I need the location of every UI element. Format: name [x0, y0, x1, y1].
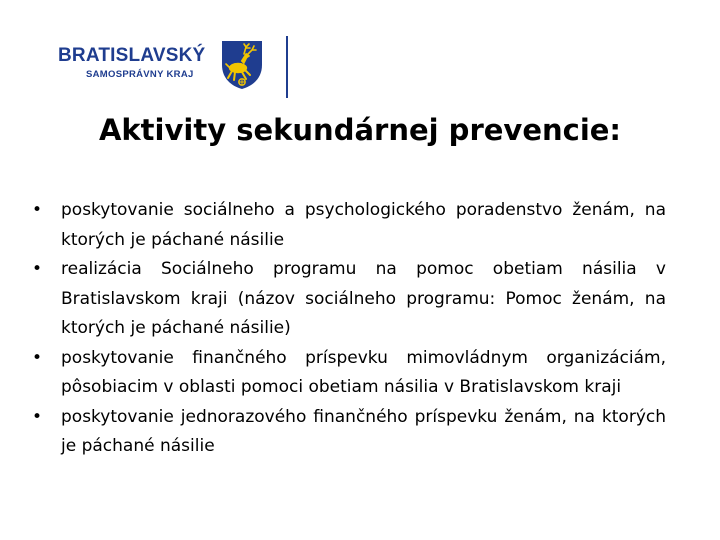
- logo: [58, 36, 298, 98]
- bullet-item: [32, 403, 666, 462]
- bullet-dot-icon: •: [32, 347, 43, 368]
- bullet-item: [32, 196, 666, 255]
- stag-crest-icon: [219, 39, 265, 91]
- logo-divider: [286, 36, 288, 98]
- bullet-item: [32, 344, 666, 403]
- logo-name-line2: SAMOSPRÁVNY KRAJ: [86, 69, 194, 80]
- bullet-text: realizácia Sociálneho programu na pomoc obetiam násilia v Bratislavskom kraji (názov sociálneho programu: Pomoc ženám, na ktorých je páchané násilie): [61, 259, 666, 338]
- bullet-text: poskytovanie sociálneho a psychologického poradenstvo ženám, na ktorých je páchané násilie: [61, 200, 666, 250]
- bullet-text: poskytovanie jednorazového finančného príspevku ženám, na ktorých je páchané násilie: [61, 406, 666, 456]
- logo-name-line1: BRATISLAVSKÝ: [58, 45, 206, 66]
- slide-title: Aktivity sekundárnej prevencie:: [98, 113, 622, 147]
- bullet-list: [32, 196, 666, 462]
- bullet-dot-icon: •: [32, 200, 43, 220]
- bullet-item: [32, 255, 666, 344]
- bullet-dot-icon: •: [32, 259, 43, 279]
- bullet-dot-icon: •: [32, 406, 43, 427]
- bullet-text: poskytovanie finančného príspevku mimovládnym organizáciám, pôsobiacim v oblasti pomoci obetiam násilia v Bratislavskom kraji: [61, 347, 666, 397]
